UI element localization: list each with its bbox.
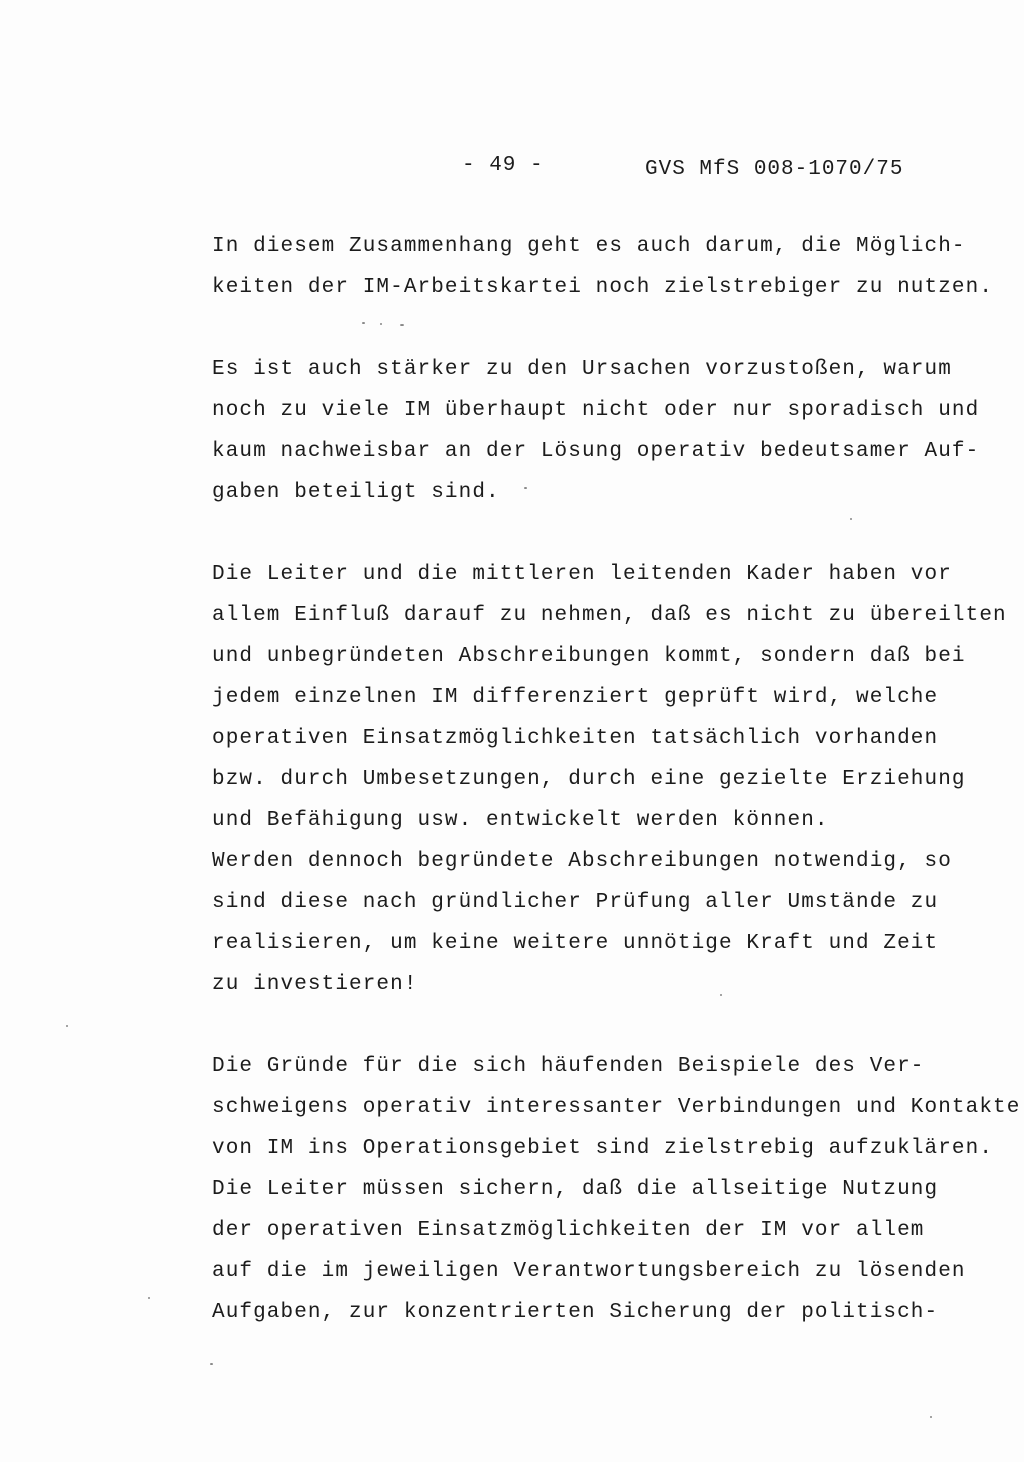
paragraph — [212, 554, 1007, 1005]
text-line: schweigens operativ interessanter Verbindungen und Kontakte — [212, 1096, 1021, 1119]
scan-speck — [380, 323, 382, 325]
text-line: Es ist auch stärker zu den Ursachen vorzustoßen, warum — [212, 358, 952, 381]
paragraph — [212, 226, 992, 308]
text-line: noch zu viele IM überhaupt nicht oder nur sporadisch und — [212, 399, 980, 422]
body-text — [212, 226, 1021, 1333]
scan-speck — [400, 324, 404, 326]
scan-speck — [362, 322, 365, 324]
text-line: und Befähigung usw. entwickelt werden können. — [212, 809, 829, 832]
scan-speck — [930, 1416, 932, 1418]
scan-speck — [524, 487, 527, 489]
text-line: und unbegründeten Abschreibungen kommt, sondern daß bei — [212, 645, 966, 668]
text-line: von IM ins Operationsgebiet sind zielstrebig aufzuklären. — [212, 1137, 994, 1160]
scan-speck — [148, 1297, 150, 1299]
text-line: realisieren, um keine weitere unnötige Kraft und Zeit — [212, 932, 939, 955]
scan-speck — [720, 994, 722, 996]
page-header — [0, 150, 1024, 190]
paragraph — [212, 349, 992, 513]
scan-speck — [850, 518, 852, 520]
text-line: Werden dennoch begründete Abschreibungen notwendig, so — [212, 850, 952, 873]
text-line: bzw. durch Umbesetzungen, durch eine gezielte Erziehung — [212, 768, 966, 791]
document-reference: GVS MfS 008-1070/75 — [645, 158, 904, 181]
text-line: Aufgaben, zur konzentrierten Sicherung der politisch- — [212, 1301, 939, 1324]
text-line: keiten der IM-Arbeitskartei noch zielstrebiger zu nutzen. — [212, 276, 994, 299]
page-number: - 49 - — [462, 154, 544, 177]
text-line: kaum nachweisbar an der Lösung operativ bedeutsamer Auf- — [212, 440, 980, 463]
text-line: auf die im jeweiligen Verantwortungsbereich zu lösenden — [212, 1260, 966, 1283]
text-line: Die Leiter müssen sichern, daß die allseitige Nutzung — [212, 1178, 939, 1201]
text-line: jedem einzelnen IM differenziert geprüft wird, welche — [212, 686, 939, 709]
text-line: operativen Einsatzmöglichkeiten tatsächlich vorhanden — [212, 727, 939, 750]
paragraph — [212, 1046, 1021, 1333]
text-line: allem Einfluß darauf zu nehmen, daß es nicht zu übereilten — [212, 604, 1007, 627]
text-line: der operativen Einsatzmöglichkeiten der IM vor allem — [212, 1219, 925, 1242]
text-line: sind diese nach gründlicher Prüfung aller Umstände zu — [212, 891, 939, 914]
scan-speck — [66, 1025, 68, 1027]
scan-speck — [210, 1363, 213, 1365]
text-line: gaben beteiligt sind. — [212, 481, 500, 504]
text-line: Die Gründe für die sich häufenden Beispiele des Ver- — [212, 1055, 925, 1078]
text-line: zu investieren! — [212, 973, 418, 996]
text-line: Die Leiter und die mittleren leitenden Kader haben vor — [212, 563, 952, 586]
text-line: In diesem Zusammenhang geht es auch darum, die Möglich- — [212, 235, 966, 258]
